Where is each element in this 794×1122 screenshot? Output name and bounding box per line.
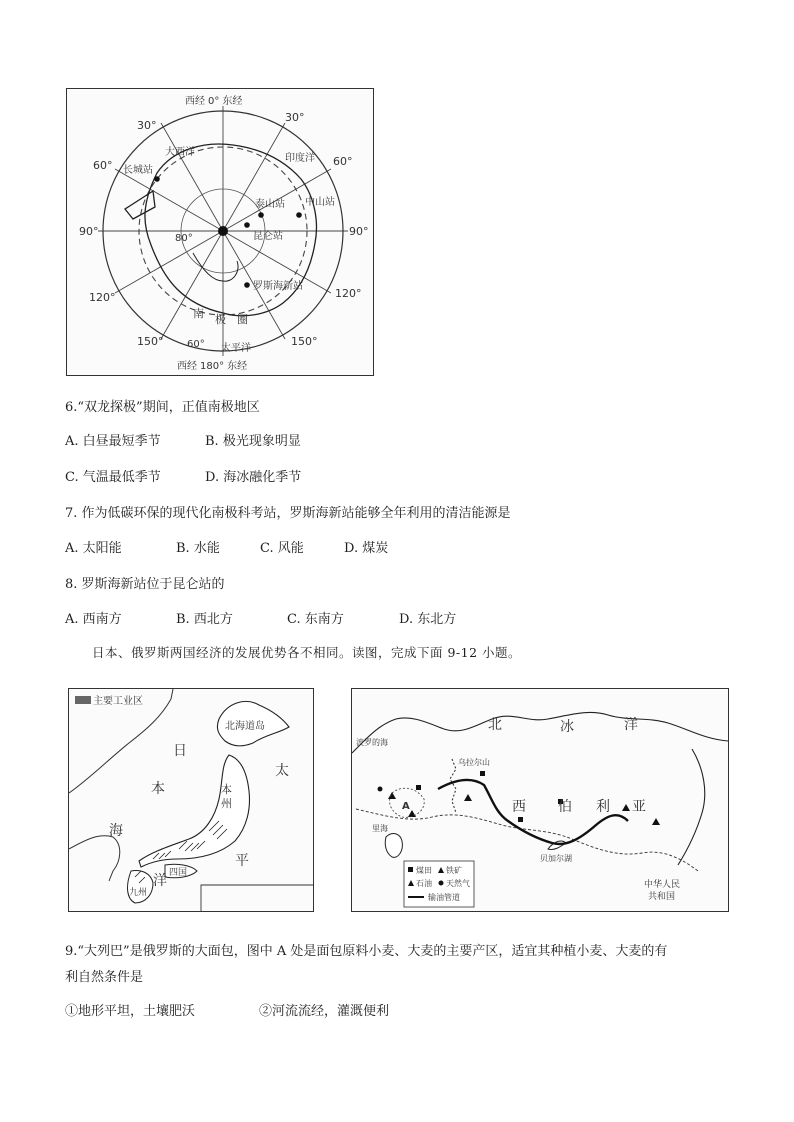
label-0deg: 0° bbox=[208, 96, 220, 107]
q6-option-b[interactable]: B. 极光现象明显 bbox=[205, 434, 301, 449]
label-sea-japan-3: 海 bbox=[109, 823, 123, 839]
label-60-right: 60° bbox=[333, 155, 353, 168]
japan-map bbox=[68, 688, 314, 912]
label-baltic: 波罗的海 bbox=[356, 738, 388, 747]
kamchatka bbox=[678, 749, 705, 865]
q9-option-1[interactable]: ①地形平坦，土壤肥沃 bbox=[65, 1004, 196, 1019]
inset-frame bbox=[201, 885, 313, 911]
label-90-left: 90° bbox=[79, 225, 99, 238]
label-90-right: 90° bbox=[349, 225, 369, 238]
zhongshan-station-dot bbox=[296, 212, 302, 218]
antarctica-map-svg bbox=[67, 89, 373, 375]
ural-mountains bbox=[450, 759, 456, 813]
label-arctic-3: 洋 bbox=[624, 717, 638, 733]
label-pacific-1: 太 bbox=[275, 763, 289, 779]
label-150-left: 150° bbox=[137, 335, 164, 348]
label-atlantic: 大西洋 bbox=[165, 147, 195, 158]
label-30-left: 30° bbox=[137, 119, 157, 132]
label-honshu-1: 本 bbox=[221, 783, 232, 796]
q9-option-2[interactable]: ②河流流经，灌溉便利 bbox=[259, 1004, 390, 1019]
korea-peninsula bbox=[69, 836, 120, 881]
label-region-a: A bbox=[402, 801, 410, 812]
q8-option-d[interactable]: D. 东北方 bbox=[399, 612, 457, 627]
legend-gas-swatch bbox=[439, 881, 444, 886]
label-caspian: 里海 bbox=[372, 824, 388, 833]
label-lat-60: 60° bbox=[187, 339, 205, 350]
label-antarctic-circle-3: 圈 bbox=[237, 313, 248, 326]
question-8-stem: 8. 罗斯海新站位于昆仑站的 bbox=[65, 577, 225, 592]
question-6-stem: 6.“双龙探极”期间，正值南极地区 bbox=[65, 400, 260, 415]
label-sea-japan-2: 本 bbox=[151, 781, 165, 797]
label-west-longitude-bottom: 西经 bbox=[177, 361, 197, 372]
label-hokkaido: 北海道岛 bbox=[225, 721, 265, 732]
q8-option-a[interactable]: A. 西南方 bbox=[65, 612, 122, 627]
legend-industrial-label: 主要工业区 bbox=[93, 696, 143, 707]
south-pole-dot bbox=[218, 226, 228, 236]
label-shikoku: 四国 bbox=[169, 868, 188, 878]
label-rossnew: 罗斯海新站 bbox=[253, 281, 303, 292]
antarctica-map bbox=[66, 88, 374, 376]
label-siberia-4: 亚 bbox=[632, 799, 646, 815]
label-indian-ocean: 印度洋 bbox=[285, 153, 315, 164]
ross-ice-shelf bbox=[193, 253, 238, 281]
legend-iron-label: 铁矿 bbox=[446, 866, 462, 875]
label-siberia-1: 西 bbox=[512, 799, 526, 815]
label-siberia-2: 伯 bbox=[558, 799, 572, 815]
label-lat-80: 80° bbox=[175, 233, 193, 244]
label-30-right: 30° bbox=[285, 111, 305, 124]
honshu-island bbox=[139, 755, 249, 867]
label-kyushu: 九州 bbox=[129, 888, 148, 898]
q7-option-a[interactable]: A. 太阳能 bbox=[65, 541, 122, 556]
taishan-station-dot bbox=[258, 212, 264, 218]
svg-text:西经180°东经 bbox=[177, 359, 247, 372]
label-120-left: 120° bbox=[89, 291, 116, 304]
question-9-stem-line2: 利自然条件是 bbox=[65, 970, 144, 985]
changcheng-station-dot bbox=[154, 176, 160, 182]
legend-coal-swatch bbox=[408, 867, 413, 872]
label-60-left: 60° bbox=[93, 159, 113, 172]
label-antarctic-circle-1: 南 bbox=[193, 307, 204, 320]
arctic-coastline bbox=[352, 712, 728, 753]
kyushu-island bbox=[128, 871, 153, 904]
russia-map-svg bbox=[352, 689, 728, 911]
q7-option-c[interactable]: C. 风能 bbox=[260, 541, 304, 556]
q7-option-b[interactable]: B. 水能 bbox=[176, 541, 220, 556]
label-kunlun: 昆仑站 bbox=[253, 231, 283, 242]
label-pacific-2: 平 bbox=[235, 853, 249, 869]
legend-oil-label: 石油 bbox=[416, 879, 432, 888]
rossnew-station-dot bbox=[244, 282, 250, 288]
svg-text:西经0°东经 bbox=[185, 94, 242, 107]
q8-option-b[interactable]: B. 西北方 bbox=[176, 612, 233, 627]
label-china-1: 中华人民 bbox=[644, 880, 681, 890]
label-east-longitude-top: 东经 bbox=[222, 96, 243, 107]
legend-industrial-swatch bbox=[75, 696, 91, 704]
resource-symbols bbox=[378, 771, 661, 825]
question-7-stem: 7. 作为低碳环保的现代化南极科考站，罗斯海新站能够全年利用的清洁能源是 bbox=[65, 506, 511, 521]
label-zhongshan: 中山站 bbox=[305, 197, 335, 208]
label-150-right: 150° bbox=[291, 335, 318, 348]
q7-option-d[interactable]: D. 煤炭 bbox=[344, 541, 389, 556]
label-taishan: 泰山站 bbox=[255, 199, 285, 210]
label-west-longitude-top: 西经 bbox=[185, 96, 205, 107]
label-china-2: 共和国 bbox=[648, 892, 676, 902]
label-pacific-3: 洋 bbox=[153, 873, 167, 889]
label-honshu-2: 州 bbox=[221, 797, 232, 810]
label-siberia-3: 利 bbox=[596, 799, 610, 815]
label-180deg: 180° bbox=[200, 361, 225, 372]
japan-map-svg bbox=[69, 689, 313, 911]
label-sea-japan-1: 日 bbox=[173, 743, 187, 759]
label-ural: 乌拉尔山 bbox=[458, 758, 490, 767]
label-arctic-2: 冰 bbox=[560, 719, 574, 735]
section-intro: 日本、俄罗斯两国经济的发展优势各不相同。读图，完成下面 9-12 小题。 bbox=[92, 645, 522, 660]
question-9-stem-line1: 9.“大列巴”是俄罗斯的大面包，图中 A 处是面包原料小麦、大麦的主要产区，适宜其种植小麦、大麦的有 bbox=[65, 944, 668, 959]
q6-option-d[interactable]: D. 海冰融化季节 bbox=[205, 470, 302, 485]
label-120-right: 120° bbox=[335, 287, 362, 300]
label-baikal: 贝加尔湖 bbox=[540, 854, 572, 863]
label-pacific: 太平洋 bbox=[221, 343, 251, 354]
caspian-sea bbox=[385, 834, 402, 858]
legend-coal-label: 煤田 bbox=[416, 866, 432, 875]
russia-map bbox=[351, 688, 729, 912]
q8-option-c[interactable]: C. 东南方 bbox=[287, 612, 344, 627]
kunlun-station-dot bbox=[244, 222, 250, 228]
label-east-longitude-bottom: 东经 bbox=[227, 361, 248, 372]
q6-option-c[interactable]: C. 气温最低季节 bbox=[65, 470, 161, 485]
legend-pipeline-label: 输油管道 bbox=[428, 893, 460, 902]
label-arctic-1: 北 bbox=[488, 717, 502, 733]
label-antarctic-circle-2: 极 bbox=[215, 313, 226, 326]
q6-option-a[interactable]: A. 白昼最短季节 bbox=[65, 434, 161, 449]
label-changcheng: 长城站 bbox=[123, 165, 153, 176]
legend-gas-label: 天然气 bbox=[446, 879, 470, 888]
